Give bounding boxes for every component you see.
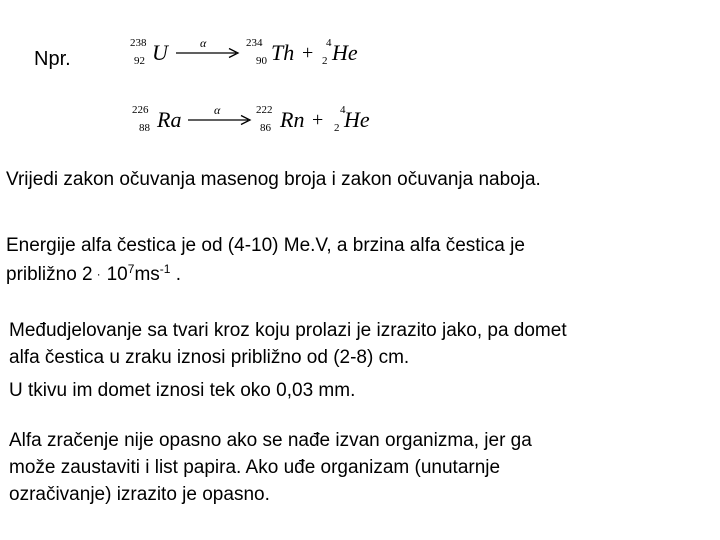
- tissue-range-paragraph: [9, 378, 355, 403]
- unit-exponent: -1: [159, 262, 171, 276]
- atomic-number: 88: [139, 122, 150, 134]
- paragraph-line: Vrijedi zakon očuvanja masenog broja i zakon očuvanja naboja.: [6, 169, 541, 190]
- reaction-arrow-icon: [176, 47, 242, 59]
- danger-paragraph: [9, 427, 532, 508]
- mass-number: 238: [130, 37, 147, 49]
- decay-type-label: α: [200, 36, 207, 50]
- decay-equation-radium: [132, 104, 382, 144]
- mass-number: 4: [340, 104, 346, 116]
- element-symbol: He: [344, 107, 370, 132]
- paragraph-line: Alfa zračenje nije opasno ako se nađe izvan organizma, jer ga: [9, 430, 532, 451]
- paragraph-line: [6, 260, 525, 289]
- atomic-number: 2: [334, 122, 340, 134]
- sentence-end: .: [170, 264, 181, 285]
- atomic-number: 86: [260, 122, 271, 134]
- paragraph-line: može zaustaviti i list papira. Ako uđe organizam (unutarnje: [9, 457, 501, 478]
- power-exponent: 7: [127, 262, 135, 276]
- paragraph-line: ozračivanje) izrazito je opasno.: [9, 484, 270, 505]
- atomic-number: 92: [134, 55, 145, 67]
- element-symbol: Th: [271, 40, 295, 65]
- element-symbol: Rn: [280, 107, 305, 132]
- element-symbol: He: [332, 40, 358, 65]
- speed-prefix: približno 2: [6, 264, 93, 285]
- decay-equation-uranium: [130, 37, 370, 77]
- reaction-arrow-icon: [188, 114, 254, 126]
- element-symbol: Ra: [157, 107, 182, 132]
- atomic-number: 90: [256, 55, 267, 67]
- paragraph-line: alfa čestica u zraku iznosi približno od (2-8) cm.: [9, 347, 410, 368]
- power-base: 10: [106, 264, 128, 285]
- plus-sign: +: [302, 42, 314, 64]
- paragraph-line: U tkivu im domet iznosi tek oko 0,03 mm.: [9, 380, 356, 401]
- multiplication-dot: ·: [96, 267, 101, 281]
- mass-number: 226: [132, 104, 149, 116]
- element-symbol: U: [152, 40, 168, 65]
- interaction-paragraph: [9, 317, 567, 371]
- decay-type-label: α: [214, 103, 221, 117]
- mass-number: 234: [246, 37, 263, 49]
- atomic-number: 2: [322, 55, 328, 67]
- speed-unit: ms: [134, 264, 160, 285]
- energy-paragraph: [6, 232, 525, 289]
- paragraph-line: Međudjelovanje sa tvari kroz koju prolazi je izrazito jako, pa domet: [9, 320, 567, 341]
- plus-sign: +: [312, 109, 324, 131]
- mass-number: 4: [326, 37, 332, 49]
- conservation-paragraph: [6, 167, 541, 192]
- paragraph-line: Energije alfa čestica je od (4-10) Me.V, a brzina alfa čestica je: [6, 235, 525, 256]
- example-label: Npr.: [34, 48, 71, 70]
- mass-number: 222: [256, 104, 273, 116]
